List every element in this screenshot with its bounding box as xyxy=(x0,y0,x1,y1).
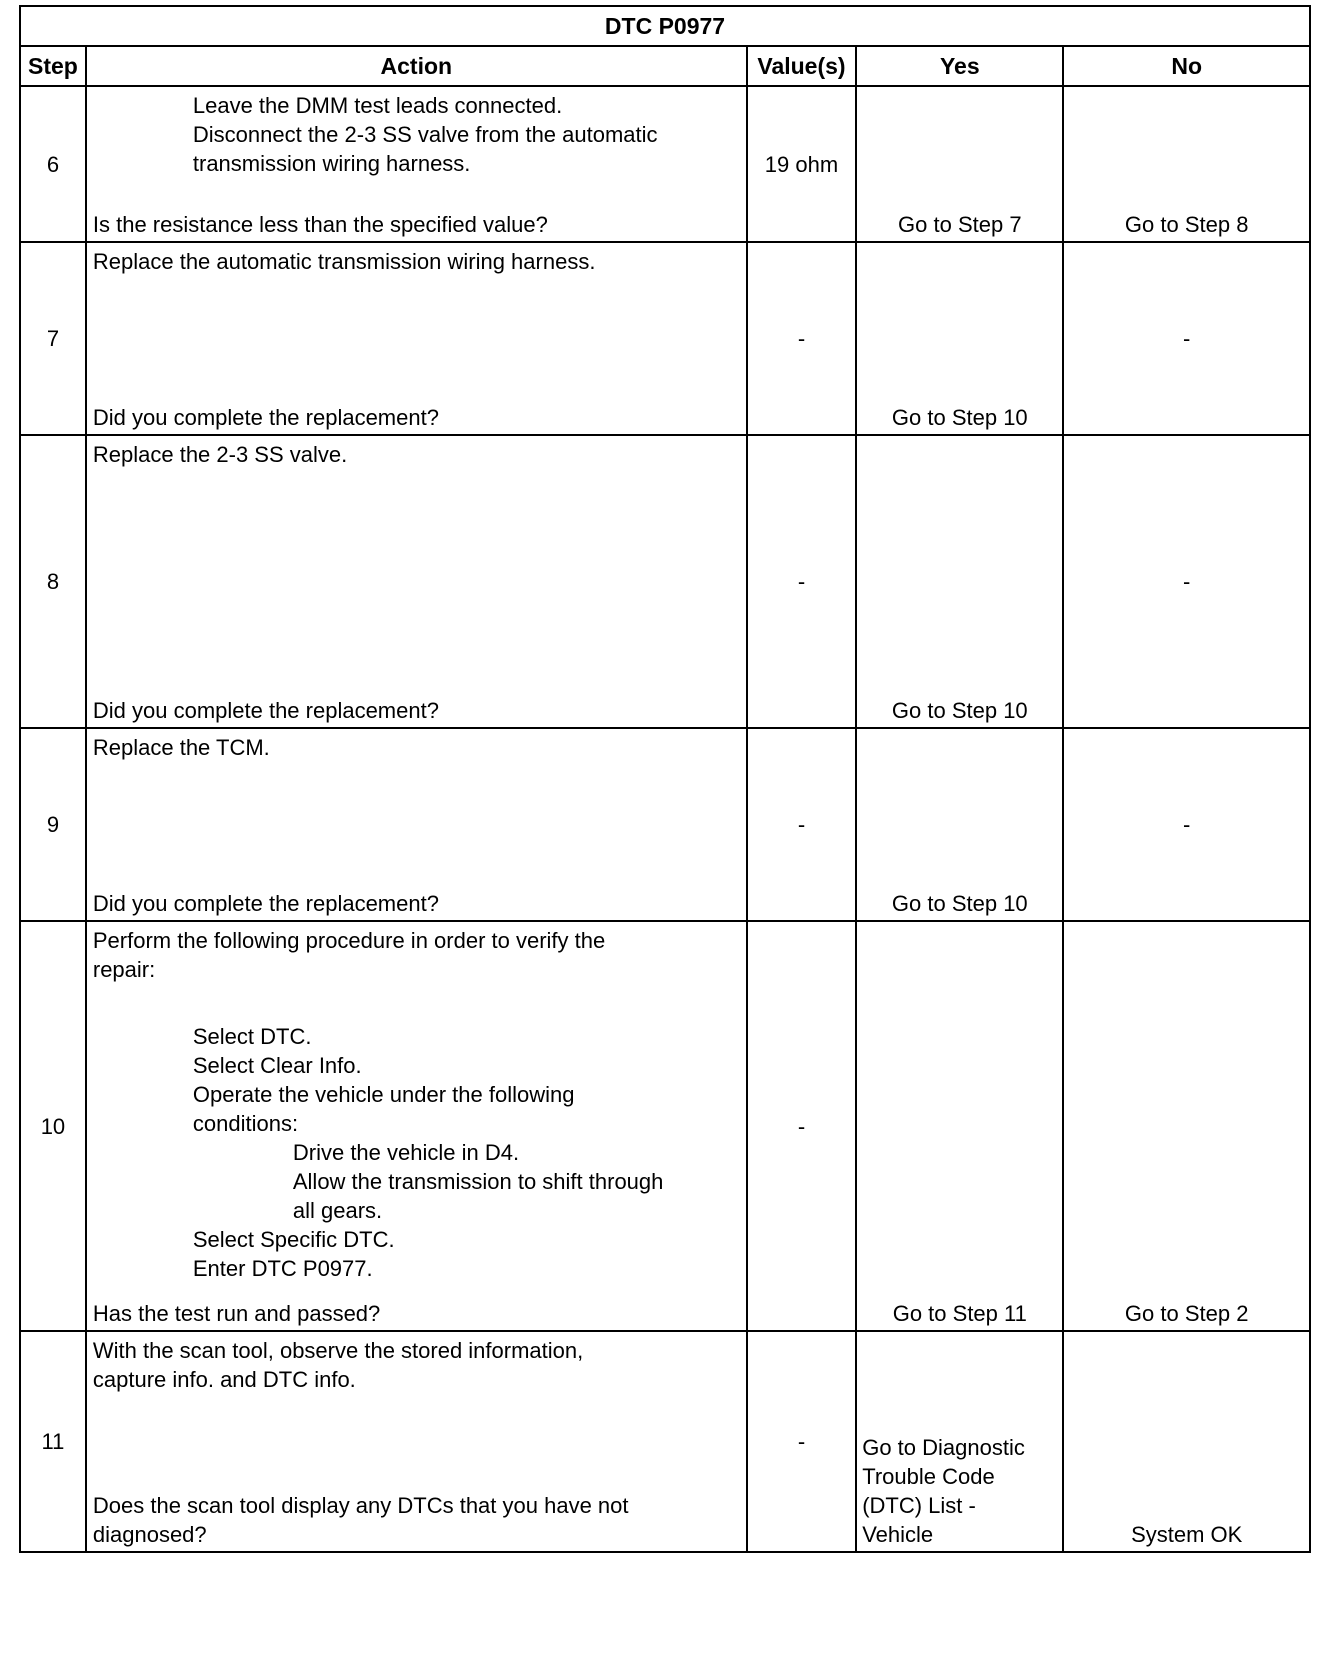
action-line: Leave the DMM test leads connected. xyxy=(192,93,563,118)
step-number: 6 xyxy=(20,86,86,242)
action-question: Has the test run and passed? xyxy=(92,1301,381,1326)
action-question xyxy=(93,1491,740,1549)
action-line: Select Specific DTC. xyxy=(192,1227,395,1252)
action-line: Replace the 2-3 SS valve. xyxy=(92,442,348,467)
action-cell xyxy=(86,242,747,435)
table-row xyxy=(20,1331,1310,1552)
action-line: Drive the vehicle in D4. xyxy=(292,1140,520,1165)
no-cell: System OK xyxy=(1063,1331,1310,1552)
no-cell: - xyxy=(1063,728,1310,921)
action-line: Select Clear Info. xyxy=(192,1053,362,1078)
action-line: conditions: xyxy=(192,1111,299,1136)
yes-cell: Go to Step 10 xyxy=(856,728,1063,921)
table-row xyxy=(20,242,1310,435)
no-cell: Go to Step 2 xyxy=(1063,921,1310,1331)
action-line: Operate the vehicle under the following xyxy=(192,1082,575,1107)
header-no: No xyxy=(1063,46,1310,86)
table-row xyxy=(20,86,1310,242)
action-line: Enter DTC P0977. xyxy=(192,1256,373,1281)
step-number: 8 xyxy=(20,435,86,728)
value-cell: - xyxy=(747,242,856,435)
yes-cell: Go to Step 11 xyxy=(856,921,1063,1331)
action-question: Did you complete the replacement? xyxy=(92,698,439,723)
table-row xyxy=(20,728,1310,921)
value-cell: - xyxy=(747,921,856,1331)
dtc-table xyxy=(19,5,1311,1553)
yes-cell: Go to Step 10 xyxy=(856,435,1063,728)
action-line: transmission wiring harness. xyxy=(192,151,471,176)
yes-line: Trouble Code xyxy=(862,1464,995,1489)
value-cell: 19 ohm xyxy=(747,86,856,242)
action-question: Is the resistance less than the specified value? xyxy=(92,212,548,237)
no-cell: - xyxy=(1063,242,1310,435)
yes-line: Vehicle xyxy=(862,1522,934,1547)
action-line: Perform the following procedure in order to verify the xyxy=(92,928,606,953)
table-row xyxy=(20,921,1310,1331)
action-line: Replace the TCM. xyxy=(92,735,270,760)
action-line: repair: xyxy=(92,957,156,982)
value-cell: - xyxy=(747,1331,856,1552)
yes-cell xyxy=(856,1331,1063,1552)
action-cell xyxy=(86,435,747,728)
action-line: capture info. and DTC info. xyxy=(92,1367,356,1392)
action-line: Select DTC. xyxy=(192,1024,312,1049)
no-cell: Go to Step 8 xyxy=(1063,86,1310,242)
step-number: 11 xyxy=(20,1331,86,1552)
header-yes: Yes xyxy=(856,46,1063,86)
yes-cell: Go to Step 7 xyxy=(856,86,1063,242)
action-line: all gears. xyxy=(292,1198,383,1223)
action-question: Did you complete the replacement? xyxy=(92,891,439,916)
action-line: With the scan tool, observe the stored information, xyxy=(92,1338,584,1363)
yes-line: (DTC) List - xyxy=(862,1493,976,1518)
question-line: diagnosed? xyxy=(92,1522,207,1547)
question-line: Does the scan tool display any DTCs that you have not xyxy=(92,1493,629,1518)
header-values: Value(s) xyxy=(747,46,856,86)
dtc-table-wrapper xyxy=(19,5,1311,1648)
no-cell: - xyxy=(1063,435,1310,728)
action-line: Disconnect the 2-3 SS valve from the automatic xyxy=(192,122,658,147)
value-cell: - xyxy=(747,728,856,921)
action-cell xyxy=(86,86,747,242)
step-number: 9 xyxy=(20,728,86,921)
table-title: DTC P0977 xyxy=(20,6,1310,46)
action-cell xyxy=(86,728,747,921)
action-cell xyxy=(86,921,747,1331)
action-question: Did you complete the replacement? xyxy=(92,405,439,430)
yes-cell: Go to Step 10 xyxy=(856,242,1063,435)
step-number: 10 xyxy=(20,921,86,1331)
action-line: Allow the transmission to shift through xyxy=(292,1169,664,1194)
header-action: Action xyxy=(86,46,747,86)
table-row xyxy=(20,435,1310,728)
header-step: Step xyxy=(20,46,86,86)
yes-line: Go to Diagnostic xyxy=(862,1435,1025,1460)
step-number: 7 xyxy=(20,242,86,435)
value-cell: - xyxy=(747,435,856,728)
action-cell xyxy=(86,1331,747,1552)
action-line: Replace the automatic transmission wiring harness. xyxy=(92,249,596,274)
